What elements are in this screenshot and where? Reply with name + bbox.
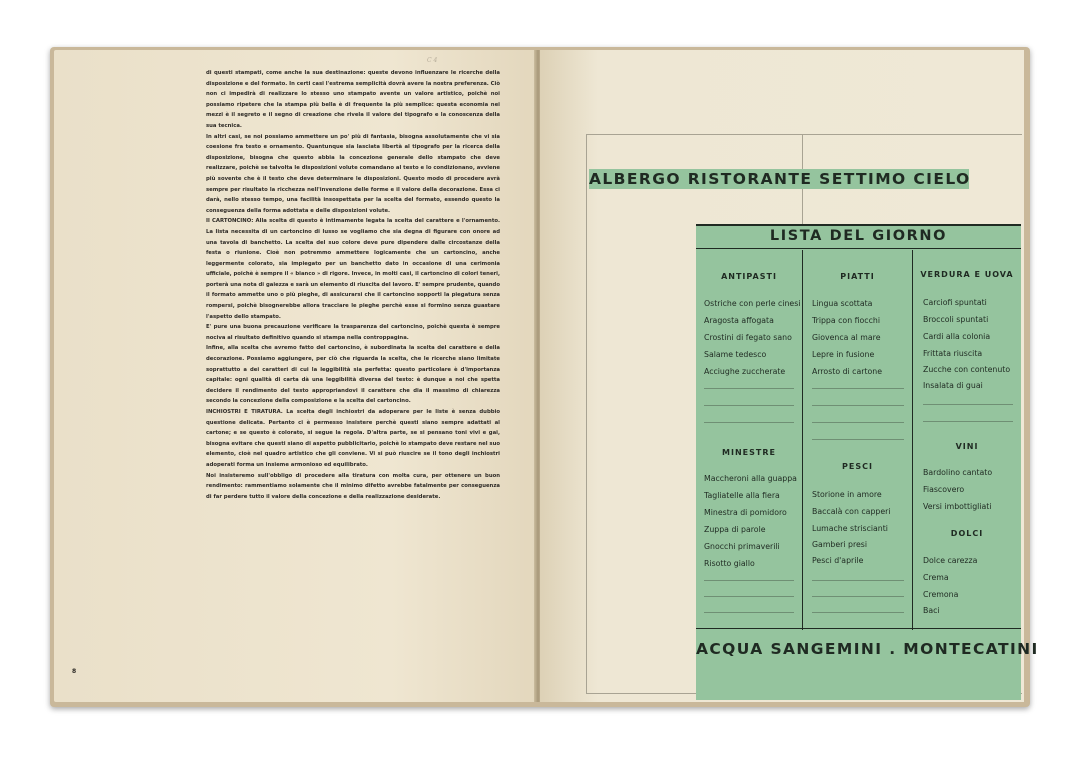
menu-item: Cardi alla colonia xyxy=(923,332,991,341)
rule-line xyxy=(696,248,1021,249)
menu-item: Pesci d'aprile xyxy=(812,556,864,565)
menu-panel xyxy=(696,224,1039,700)
menu-item: Fiascovero xyxy=(923,485,965,494)
menu-item: Tagliatelle alla fiera xyxy=(704,491,780,500)
column-divider xyxy=(912,250,913,630)
menu-item: Broccoli spuntati xyxy=(923,315,989,324)
section-heading-piatti: PIATTI xyxy=(840,272,875,281)
dotted-rule xyxy=(704,405,794,406)
dotted-rule xyxy=(812,580,904,581)
menu-item: Aragosta affogata xyxy=(704,316,774,325)
menu-item: Gnocchi primaverili xyxy=(704,542,780,551)
dotted-rule xyxy=(812,612,904,613)
paragraph: Noi insisteremo sull'obbligo di procedere alla tiratura con molta cura, per ottenere un buon rendimento: rammentiamo solamente che il minimo difetto avrebbe fatalmente per conseguenza di far perdere tutto il valore della concezione e della realizzazione desiderate. xyxy=(206,472,500,500)
dotted-rule xyxy=(923,404,1013,405)
menu-item: Lingua scottata xyxy=(812,299,873,308)
menu-item: Risotto giallo xyxy=(704,559,755,568)
section-heading-dolci: DOLCI xyxy=(950,529,984,538)
menu-item: Crema xyxy=(923,573,949,582)
menu-item: Lumache striscianti xyxy=(812,524,888,533)
section-heading-pesci: PESCI xyxy=(842,462,873,471)
menu-title: LISTA DEL GIORNO xyxy=(769,228,948,244)
menu-item: Baccalà con capperi xyxy=(812,507,891,516)
pencil-mark: C 4 xyxy=(427,57,438,64)
menu-item: Zucche con contenuto xyxy=(923,365,1011,374)
menu-item: Bardolino cantato xyxy=(923,468,993,477)
menu-item: Lepre in fusione xyxy=(812,350,875,359)
menu-item: Acciughe zuccherate xyxy=(704,367,786,376)
paragraph: In altri casi, se noi possiamo ammettere un po' più di fantasia, bisogna assolutamente che vi sia coesione fra testo e ornamento. Quantunque sia lasciata libertà al tipografo per la ricerca della disposizione, bisogna che questo abbia la concezione generale dello stampato che deve realizzare, poichè se talvolta le disposizioni volute comandano al testo e lo condizionano, avviene più sovente che è il testo che deve determinare le disposizioni. Questo modo di procedere avrà sempre per risultato la ricchezza nell'invenzione delle forme e il valore della decorazione. Essa ci darà, nello stesso tempo, una facilità insospettata per la scelta del formato, essendo questo la conseguenza della forma adottata e delle disposizioni volute. xyxy=(206,133,500,214)
dotted-rule xyxy=(704,388,794,389)
body-text xyxy=(206,68,500,502)
dotted-rule xyxy=(923,421,1013,422)
menu-item: Crostini di fegato sano xyxy=(704,333,792,342)
menu-item: Cremona xyxy=(923,590,959,599)
dotted-rule xyxy=(704,580,794,581)
menu-item: Maccheroni alla guappa xyxy=(704,474,797,483)
dotted-rule xyxy=(704,422,794,423)
column-divider xyxy=(802,250,803,630)
paragraph: E' pure una buona precauzione verificare la trasparenza del cartoncino, poichè questa è sempre nociva al risultato definitivo quando si stampa nella controppagina. xyxy=(206,324,500,341)
menu-item: Storione in amore xyxy=(812,490,882,499)
menu-item: Baci xyxy=(923,606,940,615)
guide-line xyxy=(586,134,587,694)
section-heading-vini: VINI xyxy=(955,442,979,451)
menu-item: Zuppa di parole xyxy=(704,525,766,534)
menu-item: Arrosto di cartone xyxy=(812,367,883,376)
dotted-rule xyxy=(812,422,904,423)
paragraph: INCHIOSTRI E TIRATURA. La scelta degli inchiostri da adoperare per le liste è senza dubbio questione delicata. Pertanto ci è permesso insistere perchè questi siano sempre adattati al cartone; e se questo è colorato, si segue la regola. D'altra parte, se si pensano toni vivi e gai, bisogna evitare che questi siano di aspetto pubblicitario, poichè lo stampato deve restare nel suo elemento, cioè nel quadro artistico che gli conviene. Vi si può riuscire se il tono degli inchiostri adoperati forma un insieme armonioso ed equilibrato. xyxy=(206,409,500,468)
guide-line xyxy=(586,134,1022,135)
menu-item: Frittata riuscita xyxy=(923,349,983,358)
dotted-rule xyxy=(812,596,904,597)
paragraph: di questi stampati, come anche la sua destinazione: queste devono influenzare le ricerche della disposizione e del formato. In certi casi l'estrema semplicità dovrà avere la nostra preferenza. Ciò non ci impedirà di realizzare lo stesso uno stampato avente un valore artistico, poichè noi possiamo ripetere che la stampa più bella è di frequente la più semplice: questa economia nei mezzi è il segreto e il segno di creazione che rivela il valore del tipografo e la conoscenza della sua tecnica. xyxy=(206,70,500,129)
menu-item: Minestra di pomidoro xyxy=(704,508,787,517)
dotted-rule xyxy=(812,439,904,440)
dotted-rule xyxy=(812,405,904,406)
dotted-rule xyxy=(812,388,904,389)
menu-item: Salame tedesco xyxy=(704,350,767,359)
rule-line xyxy=(696,628,1021,629)
restaurant-banner: ALBERGO RISTORANTE SETTIMO CIELO xyxy=(589,170,971,188)
menu-item: Carciofi spuntati xyxy=(923,298,987,307)
sponsor-footer: ACQUA SANGEMINI . MONTECATINI xyxy=(696,640,1039,658)
section-heading-minestre: MINESTRE xyxy=(722,448,776,457)
dotted-rule xyxy=(704,596,794,597)
menu-item: Dolce carezza xyxy=(923,556,978,565)
menu-item: Ostriche con perle cinesi xyxy=(704,299,801,308)
dotted-rule xyxy=(704,612,794,613)
paragraph: Il CARTONCINO: Alla scelta di questo è intimamente legata la scelta del carattere e l'ornamento. La lista necessita di un cartoncino di lusso se vogliamo che sia degna di figurare con onore ad una tavola di banchetto. La scelta del suo colore deve pure dipendere dalle circostanze della festa o riunione. Cioè non potremmo ammettere logicamente che un cartoncino, anche leggermente colorato, sia impiegato per un banchetto dato in occasione di una cerimonia ufficiale, poichè è sempre il « bianco » di rigore. Invece, in molti casi, il cartoncino di colori teneri, porterà una nota di gaiezza e sarà un elemento di riuscita del lavoro. E' sempre prudente, quando il formato ammette uno o più pieghe, di assicurarsi che il cartoncino sopporti la piegatura senza rompersi, poichè bisognerebbe allora tracciare le pieghe perchè esse si formino senza guastare l'aspetto dello stampato. xyxy=(206,218,500,320)
menu-item: Versi imbottigliati xyxy=(923,502,992,511)
menu-item: Insalata di guai xyxy=(923,381,983,390)
section-heading-antipasti: ANTIPASTI xyxy=(721,272,777,281)
page-number: 8 xyxy=(72,668,77,675)
rule-line xyxy=(696,224,1021,226)
menu-item: Trippa con fiocchi xyxy=(812,316,880,325)
paragraph: Infine, alla scelta che avremo fatto del cartoncino, è subordinata la scelta del carattere e della decorazione. Possiamo aggiungere, per ciò che riguarda la scelta, che le ricerche siano limitate soprattutto a dei caratteri di cui la leggibilità sia perfetta: questo particolare è d'importanza capitale: ogni qualità di carta dà una leggibilità diversa del testo: è dunque a noi che spetta decidere il rendimento del testo appropriandovi il carattere che dia il massimo di chiarezza secondo la concezione della composizione e la scelta del cartoncino. xyxy=(206,345,500,405)
menu-item: Gamberi presi xyxy=(812,540,868,549)
menu-item: Giovenca al mare xyxy=(812,333,881,342)
section-heading-verdura-e-uova: VERDURA E UOVA xyxy=(920,270,1014,279)
